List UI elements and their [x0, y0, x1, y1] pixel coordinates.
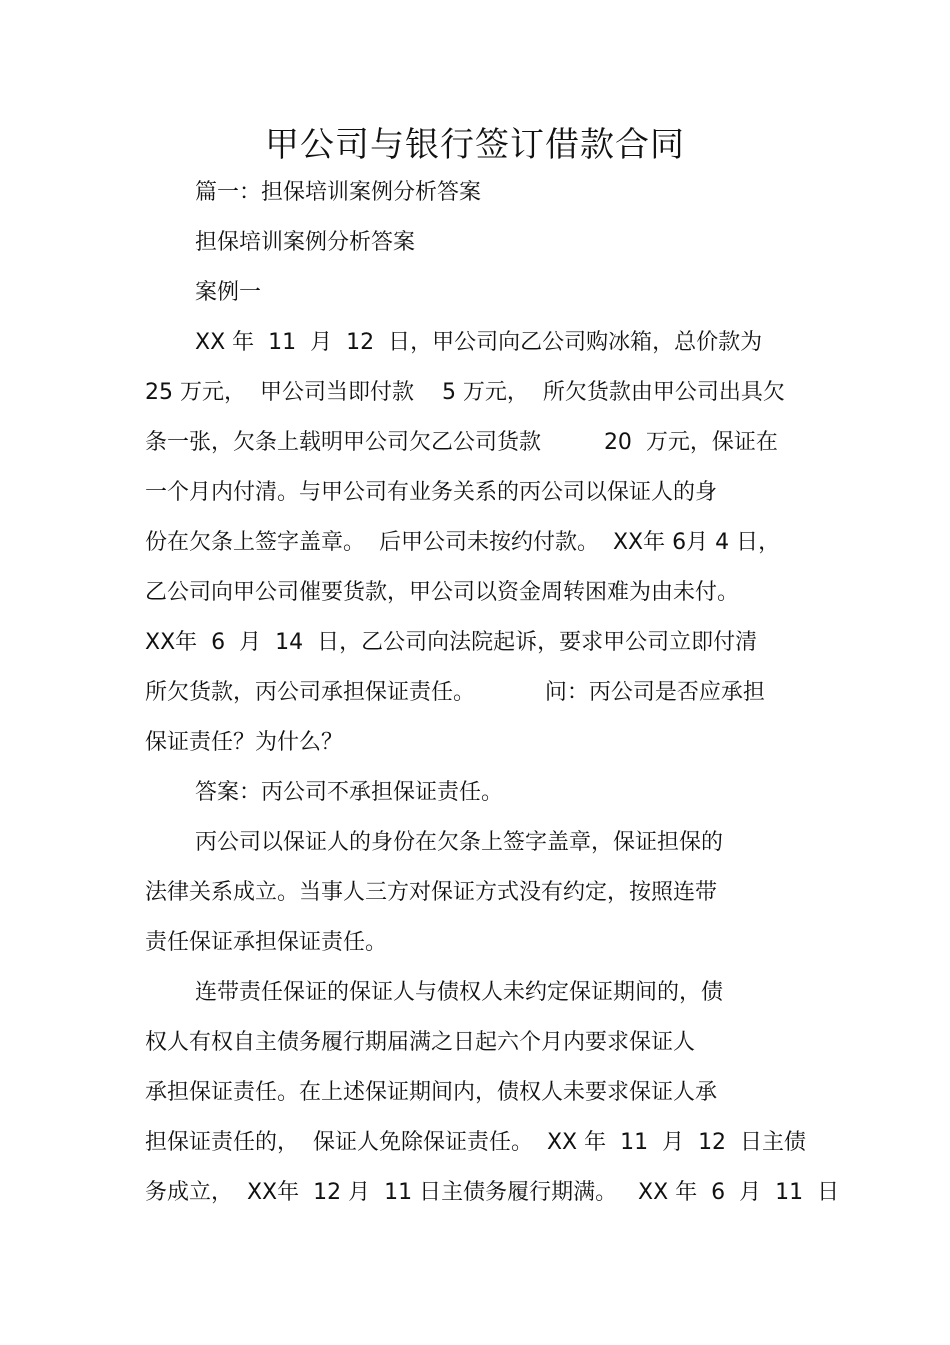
subheading: 担保培训案例分析答案: [195, 230, 416, 255]
paragraph-line: 25 万元， 甲公司当即付款 5 万元， 所欠货款由甲公司出具欠: [145, 380, 785, 405]
paragraph-line: 法律关系成立。当事人三方对保证方式没有约定，按照连带: [145, 880, 718, 905]
paragraph-line: XX年 6 月 14 日，乙公司向法院起诉，要求甲公司立即付清: [145, 630, 758, 655]
paragraph-line: 乙公司向甲公司催要货款，甲公司以资金周转困难为由未付。: [145, 580, 740, 605]
paragraph-line: 承担保证责任。在上述保证期间内，债权人未要求保证人承: [145, 1080, 718, 1105]
paragraph-line: 务成立， XX年 12 月 11 日主债务履行期满。 XX 年 6 月 11 日: [145, 1180, 840, 1205]
answer-line: 答案：丙公司不承担保证责任。: [195, 780, 504, 805]
paragraph-line: 连带责任保证的保证人与债权人未约定保证期间的，债: [195, 980, 724, 1005]
paragraph-line: 条一张，欠条上载明甲公司欠乙公司货款 20 万元，保证在: [145, 430, 778, 455]
paragraph-line: 保证责任？为什么？: [145, 730, 344, 755]
case-label: 案例一: [195, 280, 262, 305]
paragraph-line: 担保证责任的， 保证人免除保证责任。 XX 年 11 月 12 日主债: [145, 1130, 807, 1155]
paragraph-line: XX 年 11 月 12 日，甲公司向乙公司购冰箱，总价款为: [195, 330, 763, 355]
paragraph-line: 丙公司以保证人的身份在欠条上签字盖章，保证担保的: [195, 830, 724, 855]
paragraph-line: 一个月内付清。与甲公司有业务关系的丙公司以保证人的身: [145, 480, 718, 505]
paragraph-line: 份在欠条上签字盖章。 后甲公司未按约付款。 XX年 6月 4 日，: [145, 530, 781, 555]
paragraph-line: 所欠货款，丙公司承担保证责任。 问：丙公司是否应承担: [145, 680, 765, 705]
document-title: 甲公司与银行签订借款合同: [265, 125, 685, 165]
paragraph-line: 责任保证承担保证责任。: [145, 930, 388, 955]
section-heading: 篇一：担保培训案例分析答案: [195, 180, 482, 205]
paragraph-line: 权人有权自主债务履行期届满之日起六个月内要求保证人: [145, 1030, 696, 1055]
